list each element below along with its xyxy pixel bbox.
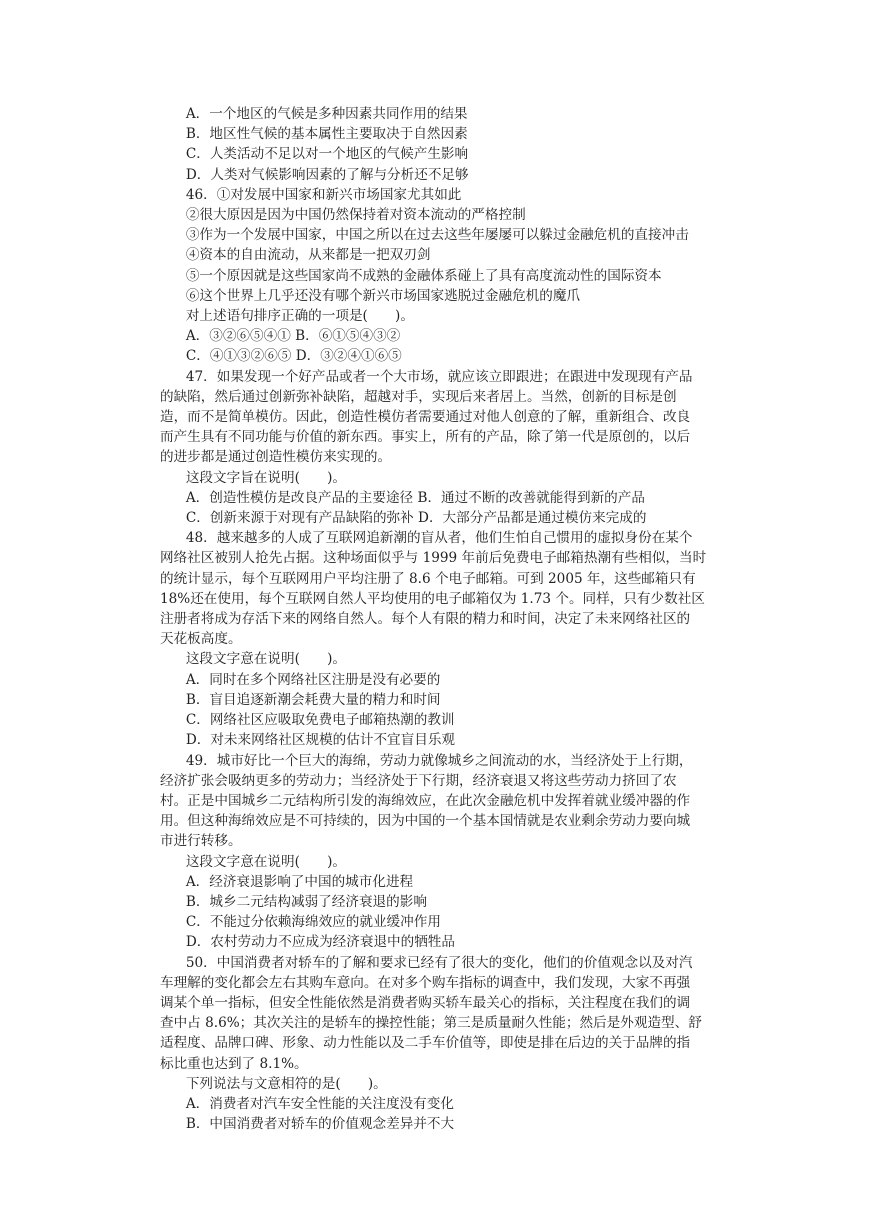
q48-text-line: 的统计显示，每个互联网用户平均注册了 8.6 个电子邮箱。可到 2005 年，这些邮箱只有 xyxy=(160,570,696,587)
q46-item: ②很大原因是因为中国仍然保持着对资本流动的严格控制 xyxy=(185,207,526,224)
q49-text-line: 经济扩张会吸纳更多的劳动力；当经济处于下行期，经济衰退又将这些劳动力挤回了农 xyxy=(160,772,677,789)
q49-option-b: B．城乡二元结构减弱了经济衰退的影响 xyxy=(185,893,427,910)
q48-text-line: 网络社区被别人抢先占据。这种场面似乎与 1999 年前后免费电子邮箱热潮有些相似，当时 xyxy=(160,550,707,567)
q48-option-a: A．同时在多个网络社区注册是没有必要的 xyxy=(185,671,441,688)
q50-question: 下列说法与文意相符的是( )。 xyxy=(185,1075,387,1092)
q48-text-line: 天花板高度。 xyxy=(160,631,242,648)
q49-text-line: 用。但这种海绵效应是不可持续的，因为中国的一个基本国情就是农业剩余劳动力要向城 xyxy=(160,813,691,830)
q45-option-c: C．人类活动不足以对一个地区的气候产生影响 xyxy=(185,146,469,163)
q46-item: ④资本的自由流动，从来都是一把双刃剑 xyxy=(185,247,431,264)
q50-text-line: 查中占 8.6%；其次关注的是轿车的操控性能；第三是质量耐久性能；然后是外观造型、舒 xyxy=(160,1015,702,1032)
q48-text-line: 48．越来越多的人成了互联网追新潮的盲从者，他们生怕自己惯用的虚拟身份在某个 xyxy=(185,530,693,547)
q47-options-cd: C．创新来源于对现有产品缺陷的弥补 D．大部分产品都是通过模仿来完成的 xyxy=(185,510,647,527)
q48-text-line: 注册者将成为存活下来的网络自然人。每个人有限的精力和时间，决定了未来网络社区的 xyxy=(160,611,691,628)
q49-option-d: D．农村劳动力不应成为经济衰退中的牺牲品 xyxy=(185,934,456,951)
q50-text-line: 标比重也达到了 8.1%。 xyxy=(160,1055,308,1072)
q45-option-b: B．地区性气候的基本属性主要取决于自然因素 xyxy=(185,126,468,143)
q47-question: 这段文字旨在说明( )。 xyxy=(185,469,346,486)
question-47 xyxy=(160,367,730,529)
q48-question: 这段文字意在说明( )。 xyxy=(185,651,346,668)
q49-question: 这段文字意在说明( )。 xyxy=(185,853,346,870)
q48-option-d: D．对未来网络社区规模的估计不宜盲目乐观 xyxy=(185,732,456,749)
document-page xyxy=(160,104,730,1134)
q49-option-a: A．经济衰退影响了中国的城市化进程 xyxy=(185,873,414,890)
q46-item: ③作为一个发展中国家，中国之所以在过去这些年屡屡可以躲过金融危机的直接冲击 xyxy=(185,227,689,244)
q50-text-line: 50．中国消费者对轿车的了解和要求已经有了很大的变化，他们的价值观念以及对汽 xyxy=(185,954,693,971)
q47-text-line: 的缺陷，然后通过创新弥补缺陷，超越对手，实现后来者居上。当然，创新的目标是创 xyxy=(160,388,677,405)
question-46 xyxy=(160,185,730,367)
q48-text-line: 18%还在使用，每个互联网自然人平均使用的电子邮箱仅为 1.73 个。同样，只有少数社区 xyxy=(160,590,705,607)
q46-item: ⑤一个原因就是这些国家尚不成熟的金融体系碰上了具有高度流动性的国际资本 xyxy=(185,267,662,284)
q45-option-a: A．一个地区的气候是多种因素共同作用的结果 xyxy=(185,106,468,122)
q49-option-c: C．不能过分依赖海绵效应的就业缓冲作用 xyxy=(185,914,441,931)
q50-text-line: 调某个单一指标，但安全性能依然是消费者购买轿车最关心的指标，关注程度在我们的调 xyxy=(160,994,691,1011)
question-48 xyxy=(160,528,730,750)
q50-option-b: B．中国消费者对轿车的价值观念差异并不大 xyxy=(185,1116,455,1133)
q49-text-line: 市进行转移。 xyxy=(160,833,242,850)
question-49 xyxy=(160,751,730,953)
q45-options xyxy=(160,104,730,185)
q46-head: 46．①对发展中国家和新兴市场国家尤其如此 xyxy=(185,186,462,203)
q49-text-line: 村。正是中国城乡二元结构所引发的海绵效应，在此次金融危机中发挥着就业缓冲器的作 xyxy=(160,792,691,809)
q48-option-c: C．网络社区应吸取免费电子邮箱热潮的教训 xyxy=(185,712,455,729)
q50-text-line: 车理解的变化都会左右其购车意向。在对多个购车指标的调查中，我们发现，大家不再强 xyxy=(160,974,691,991)
question-50 xyxy=(160,953,730,1135)
q47-text-line: 的进步都是通过创造性模仿来实现的。 xyxy=(160,449,392,466)
q46-item: ⑥这个世界上几乎还没有哪个新兴市场国家逃脱过金融危机的魔爪 xyxy=(185,287,581,304)
q46-options-ab: A．③②⑥⑤④① B．⑥①⑤④③② xyxy=(185,328,401,345)
q49-text-line: 49．城市好比一个巨大的海绵，劳动力就像城乡之间流动的水，当经济处于上行期， xyxy=(185,752,693,769)
q46-options-cd: C．④①③②⑥⑤ D．③②④①⑥⑤ xyxy=(185,348,402,365)
q47-options-ab: A．创造性模仿是改良产品的主要途径 B．通过不断的改善就能得到新的产品 xyxy=(185,489,645,506)
q47-text-line: 而产生具有不同功能与价值的新东西。事实上，所有的产品，除了第一代是原创的，以后 xyxy=(160,429,691,446)
q50-option-a: A．消费者对汽车安全性能的关注度没有变化 xyxy=(185,1095,454,1112)
q48-option-b: B．盲目追逐新潮会耗费大量的精力和时间 xyxy=(185,691,441,708)
q45-option-d: D．人类对气候影响因素的了解与分析还不足够 xyxy=(185,166,469,183)
q47-text-line: 造，而不是简单模仿。因此，创造性模仿者需要通过对他人创意的了解，重新组合、改良 xyxy=(160,409,691,426)
q46-question: 对上述语句排序正确的一项是( )。 xyxy=(185,308,414,325)
q47-text-line: 47．如果发现一个好产品或者一个大市场，就应该立即跟进；在跟进中发现现有产品 xyxy=(185,368,693,385)
q50-text-line: 适程度、品牌口碑、形象、动力性能以及二手车价值等，即使是排在后边的关于品牌的指 xyxy=(160,1035,691,1052)
